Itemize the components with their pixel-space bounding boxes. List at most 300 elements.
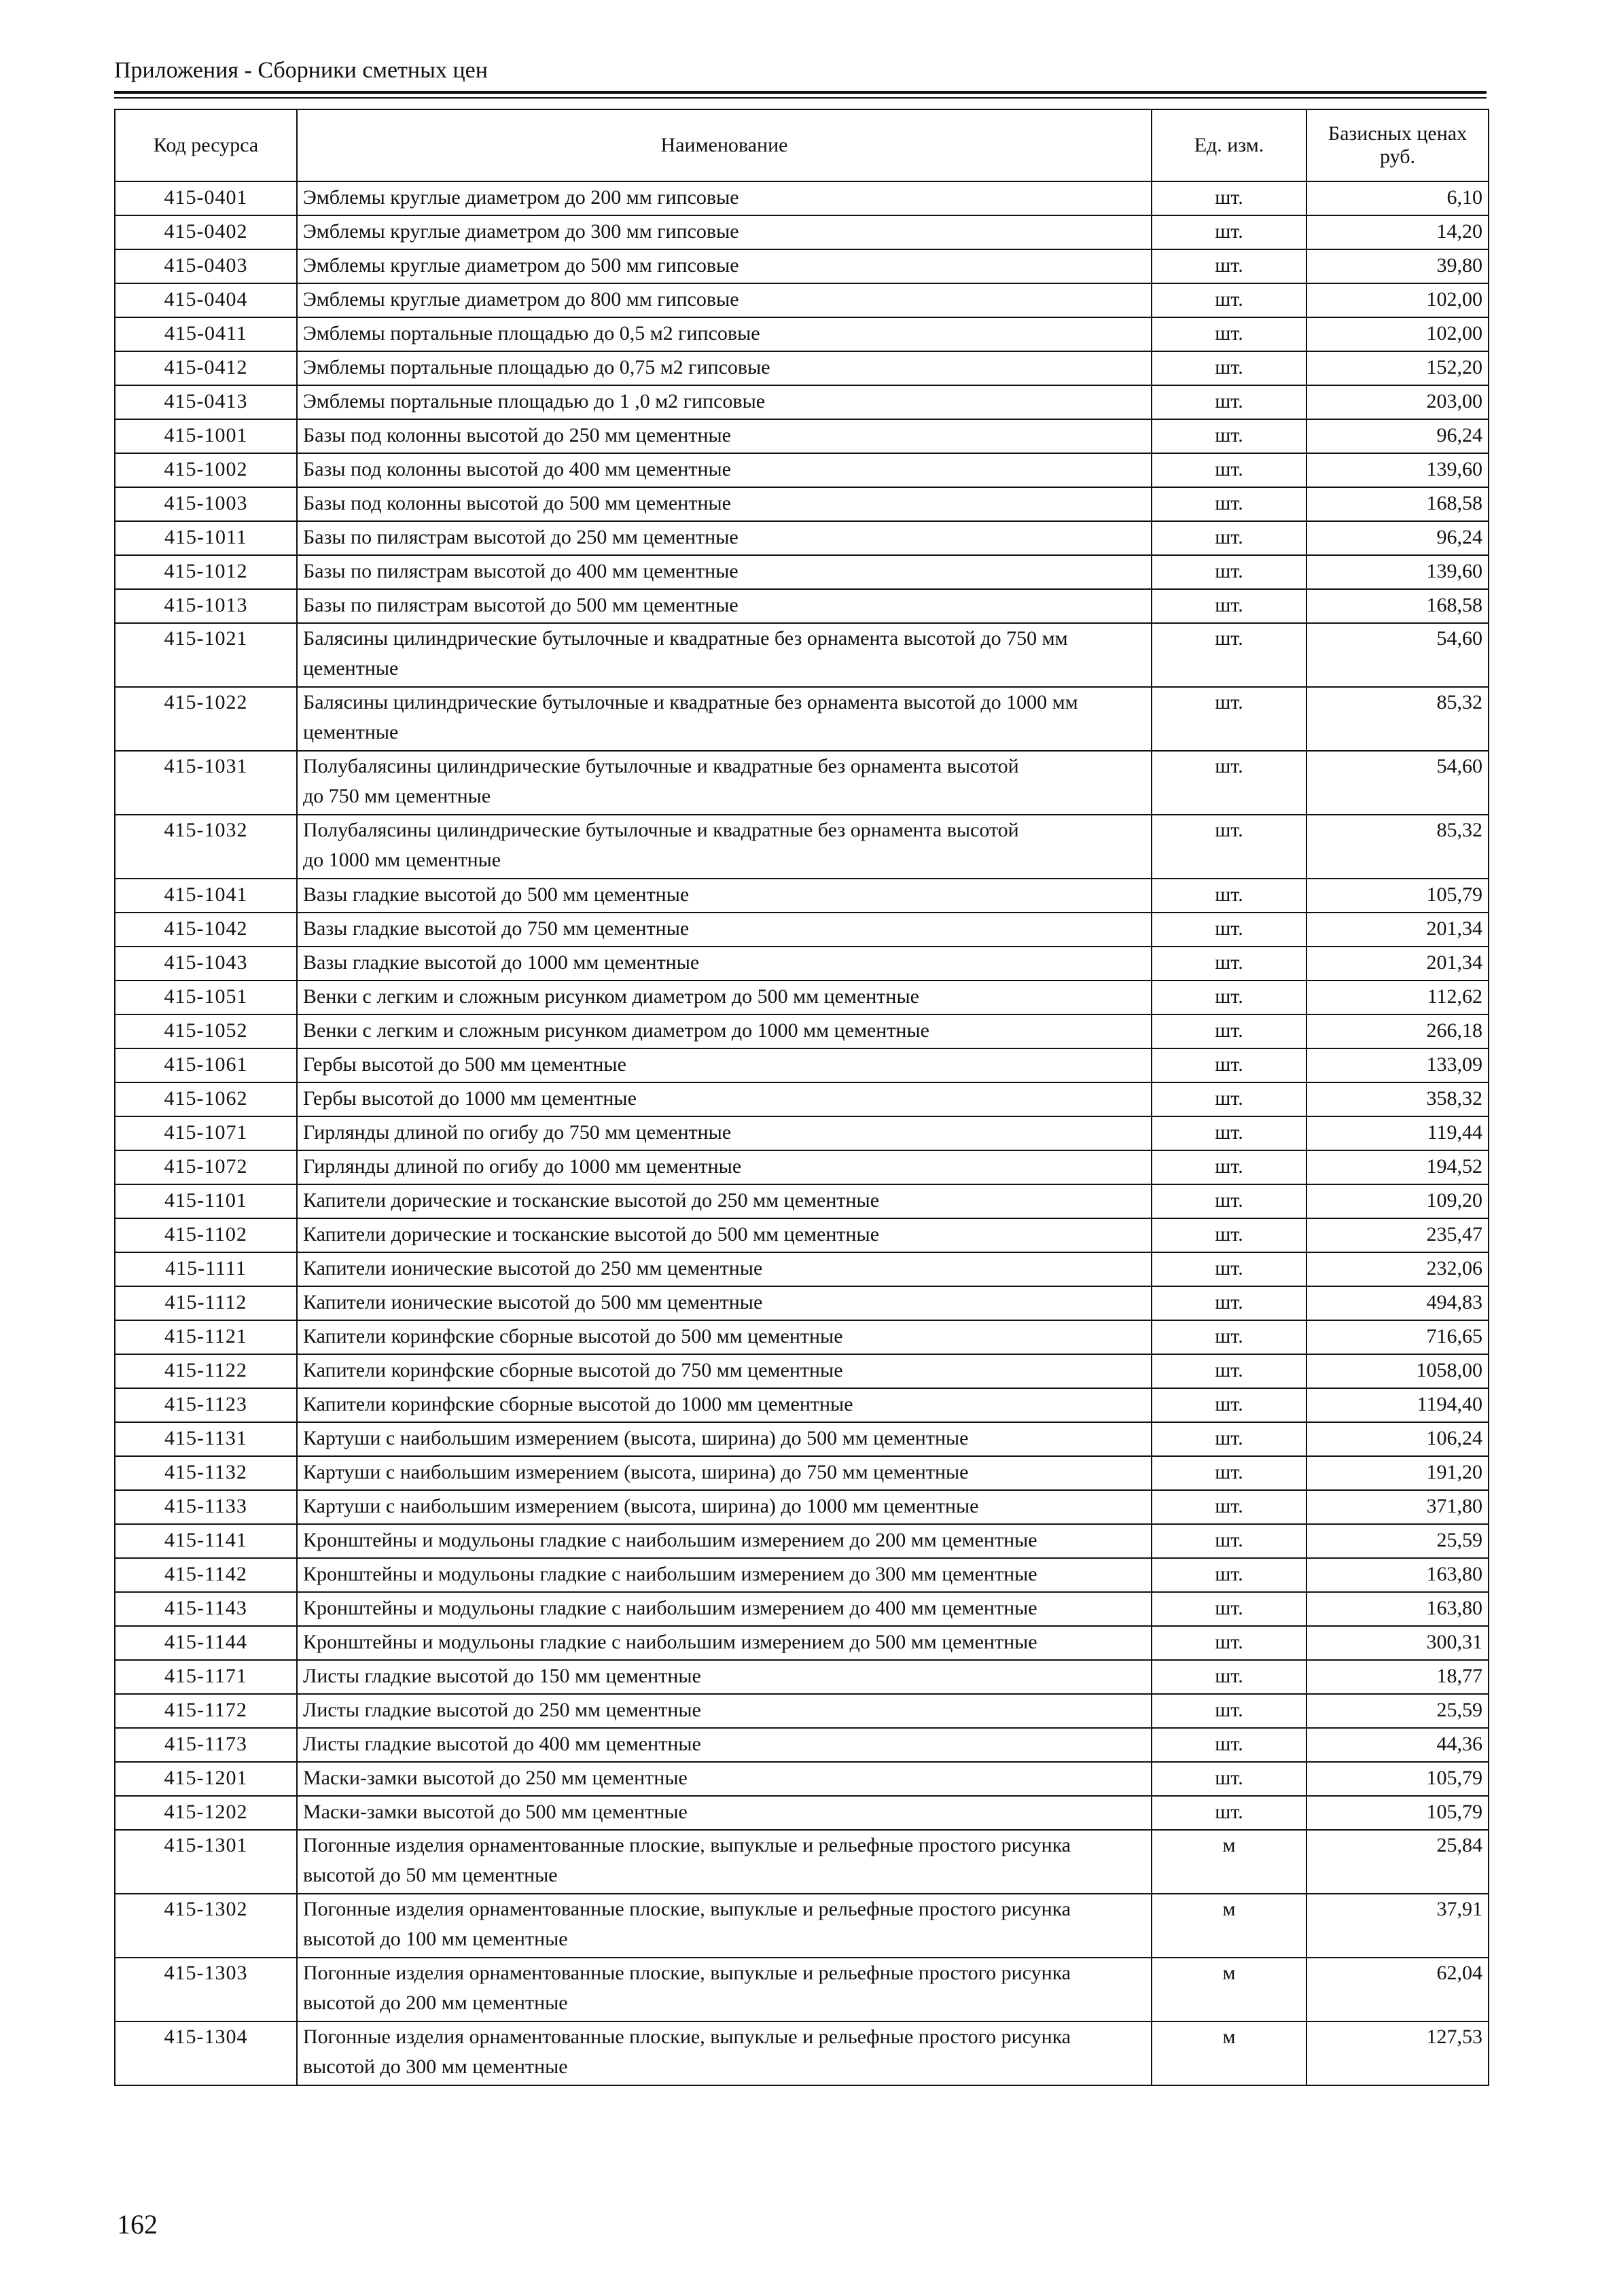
resource-name-line1: Базы по пилястрам высотой до 250 мм цементные (303, 526, 739, 548)
unit-of-measure: м (1152, 1958, 1306, 2021)
resource-name-line2: цементные (303, 721, 399, 743)
base-price: 203,00 (1306, 385, 1489, 419)
resource-name (297, 2021, 1152, 2085)
base-price: 1194,40 (1306, 1388, 1489, 1422)
resource-code: 415-1012 (115, 555, 297, 589)
unit-of-measure: шт. (1152, 521, 1306, 555)
resource-name-line2: высотой до 200 мм цементные (303, 1992, 568, 2014)
resource-name (297, 1490, 1152, 1524)
resource-name-line1: Капители ионические высотой до 500 мм цементные (303, 1291, 763, 1313)
table-row (115, 1116, 1489, 1150)
resource-name (297, 1354, 1152, 1388)
table-row (115, 1830, 1489, 1894)
resource-name-line1: Погонные изделия орнаментованные плоские, выпуклые и рельефные простого рисунка (303, 1962, 1071, 1984)
unit-of-measure: шт. (1152, 1728, 1306, 1762)
unit-of-measure: шт. (1152, 1660, 1306, 1694)
unit-of-measure: шт. (1152, 1320, 1306, 1354)
resource-name (297, 1894, 1152, 1958)
base-price: 371,80 (1306, 1490, 1489, 1524)
unit-of-measure: шт. (1152, 1524, 1306, 1558)
resource-name-line1: Эмблемы круглые диаметром до 200 мм гипсовые (303, 186, 739, 209)
base-price: 194,52 (1306, 1150, 1489, 1184)
resource-name-line2: цементные (303, 657, 399, 679)
resource-code: 415-1052 (115, 1014, 297, 1048)
resource-code: 415-1042 (115, 913, 297, 947)
resource-code: 415-1133 (115, 1490, 297, 1524)
resource-code: 415-0404 (115, 283, 297, 317)
resource-name (297, 879, 1152, 913)
page-number: 162 (117, 2209, 158, 2240)
unit-of-measure: м (1152, 2021, 1306, 2085)
base-price: 232,06 (1306, 1252, 1489, 1286)
unit-of-measure: шт. (1152, 181, 1306, 215)
resource-code: 415-0402 (115, 215, 297, 249)
table-row (115, 385, 1489, 419)
resource-name-line1: Вазы гладкие высотой до 500 мм цементные (303, 883, 690, 906)
resource-name (297, 1524, 1152, 1558)
resource-code: 415-1043 (115, 947, 297, 981)
base-price: 102,00 (1306, 317, 1489, 351)
table-row (115, 351, 1489, 385)
resource-name-line1: Кронштейны и модульоны гладкие с наибольшим измерением до 200 мм цементные (303, 1529, 1037, 1551)
resource-name (297, 815, 1152, 879)
table-row (115, 1592, 1489, 1626)
base-price: 168,58 (1306, 487, 1489, 521)
resource-code: 415-1112 (115, 1286, 297, 1320)
base-price: 37,91 (1306, 1894, 1489, 1958)
header-rule-thick (114, 91, 1487, 94)
unit-of-measure: шт. (1152, 981, 1306, 1014)
resource-name (297, 521, 1152, 555)
base-price: 105,79 (1306, 879, 1489, 913)
resource-name-line1: Капители коринфские сборные высотой до 750 мм цементные (303, 1359, 843, 1381)
base-price: 163,80 (1306, 1558, 1489, 1592)
resource-code: 415-0401 (115, 181, 297, 215)
table-row (115, 751, 1489, 815)
table-row (115, 2021, 1489, 2085)
table-row (115, 1958, 1489, 2021)
base-price: 168,58 (1306, 589, 1489, 623)
unit-of-measure: шт. (1152, 317, 1306, 351)
resource-name (297, 947, 1152, 981)
resource-code: 415-1002 (115, 453, 297, 487)
resource-code: 415-1143 (115, 1592, 297, 1626)
resource-name-line1: Эмблемы круглые диаметром до 300 мм гипсовые (303, 220, 739, 243)
base-price: 106,24 (1306, 1422, 1489, 1456)
unit-of-measure: шт. (1152, 1014, 1306, 1048)
unit-of-measure: шт. (1152, 1150, 1306, 1184)
resource-code: 415-1122 (115, 1354, 297, 1388)
resource-name-line1: Картуши с наибольшим измерением (высота, ширина) до 500 мм цементные (303, 1427, 969, 1449)
base-price: 127,53 (1306, 2021, 1489, 2085)
resource-name (297, 1422, 1152, 1456)
unit-of-measure: шт. (1152, 1558, 1306, 1592)
table-body (115, 181, 1489, 2085)
table-row (115, 623, 1489, 687)
resource-name (297, 555, 1152, 589)
resource-name (297, 351, 1152, 385)
base-price: 358,32 (1306, 1082, 1489, 1116)
resource-code: 415-1071 (115, 1116, 297, 1150)
unit-of-measure: шт. (1152, 1796, 1306, 1830)
resource-name (297, 1592, 1152, 1626)
base-price: 201,34 (1306, 947, 1489, 981)
resource-name (297, 453, 1152, 487)
unit-of-measure: шт. (1152, 419, 1306, 453)
resource-code: 415-1172 (115, 1694, 297, 1728)
col-header-price-line2: руб. (1380, 145, 1415, 168)
price-table (114, 109, 1489, 2086)
base-price: 25,59 (1306, 1524, 1489, 1558)
resource-name (297, 913, 1152, 947)
base-price: 112,62 (1306, 981, 1489, 1014)
resource-code: 415-1022 (115, 687, 297, 751)
resource-code: 415-0411 (115, 317, 297, 351)
unit-of-measure: шт. (1152, 351, 1306, 385)
unit-of-measure: шт. (1152, 1388, 1306, 1422)
table-row (115, 879, 1489, 913)
resource-name-line1: Базы по пилястрам высотой до 500 мм цементные (303, 594, 739, 616)
base-price: 85,32 (1306, 687, 1489, 751)
base-price: 1058,00 (1306, 1354, 1489, 1388)
resource-code: 415-1031 (115, 751, 297, 815)
resource-code: 415-1123 (115, 1388, 297, 1422)
unit-of-measure: м (1152, 1830, 1306, 1894)
resource-name-line1: Капители дорические и тосканские высотой до 500 мм цементные (303, 1223, 880, 1246)
table-row (115, 1082, 1489, 1116)
table-row (115, 947, 1489, 981)
unit-of-measure: шт. (1152, 1694, 1306, 1728)
resource-name-line1: Гирлянды длиной по огибу до 1000 мм цементные (303, 1155, 742, 1178)
resource-name-line1: Полубалясины цилиндрические бутылочные и квадратные без орнамента высотой (303, 819, 1019, 841)
unit-of-measure: шт. (1152, 1184, 1306, 1218)
resource-name (297, 283, 1152, 317)
table-row (115, 815, 1489, 879)
base-price: 133,09 (1306, 1048, 1489, 1082)
table-row (115, 1660, 1489, 1694)
resource-name (297, 1014, 1152, 1048)
base-price: 152,20 (1306, 351, 1489, 385)
resource-name (297, 623, 1152, 687)
resource-name-line1: Погонные изделия орнаментованные плоские, выпуклые и рельефные простого рисунка (303, 1834, 1071, 1856)
resource-name-line1: Базы под колонны высотой до 400 мм цементные (303, 458, 731, 480)
unit-of-measure: шт. (1152, 1422, 1306, 1456)
table-row (115, 1150, 1489, 1184)
base-price: 191,20 (1306, 1456, 1489, 1490)
table-row (115, 1490, 1489, 1524)
resource-name (297, 385, 1152, 419)
table-row (115, 283, 1489, 317)
resource-code: 415-1102 (115, 1218, 297, 1252)
base-price: 119,44 (1306, 1116, 1489, 1150)
resource-code: 415-1142 (115, 1558, 297, 1592)
resource-code: 415-1302 (115, 1894, 297, 1958)
unit-of-measure: шт. (1152, 555, 1306, 589)
unit-of-measure: шт. (1152, 1592, 1306, 1626)
base-price: 266,18 (1306, 1014, 1489, 1048)
unit-of-measure: шт. (1152, 1354, 1306, 1388)
col-header-name: Наименование (297, 109, 1152, 181)
resource-name-line1: Венки с легким и сложным рисунком диаметром до 1000 мм цементные (303, 1019, 929, 1042)
resource-name (297, 1456, 1152, 1490)
resource-code: 415-1131 (115, 1422, 297, 1456)
resource-name-line1: Балясины цилиндрические бутылочные и квадратные без орнамента высотой до 1000 мм (303, 691, 1078, 713)
resource-name-line1: Маски-замки высотой до 250 мм цементные (303, 1767, 688, 1789)
resource-name-line1: Балясины цилиндрические бутылочные и квадратные без орнамента высотой до 750 мм (303, 627, 1068, 650)
resource-code: 415-1141 (115, 1524, 297, 1558)
resource-name (297, 249, 1152, 283)
unit-of-measure: шт. (1152, 1252, 1306, 1286)
resource-name-line2: высотой до 300 мм цементные (303, 2055, 568, 2078)
table-row (115, 1014, 1489, 1048)
base-price: 44,36 (1306, 1728, 1489, 1762)
unit-of-measure: шт. (1152, 487, 1306, 521)
table-row (115, 487, 1489, 521)
resource-code: 415-1202 (115, 1796, 297, 1830)
unit-of-measure: шт. (1152, 751, 1306, 815)
resource-code: 415-1121 (115, 1320, 297, 1354)
resource-name (297, 1048, 1152, 1082)
table-row (115, 1558, 1489, 1592)
table-row (115, 1320, 1489, 1354)
unit-of-measure: шт. (1152, 1048, 1306, 1082)
base-price: 109,20 (1306, 1184, 1489, 1218)
resource-name (297, 1286, 1152, 1320)
resource-code: 415-0412 (115, 351, 297, 385)
unit-of-measure: шт. (1152, 947, 1306, 981)
unit-of-measure: шт. (1152, 453, 1306, 487)
resource-name (297, 1218, 1152, 1252)
resource-name-line1: Эмблемы портальные площадью до 0,75 м2 гипсовые (303, 356, 770, 378)
resource-code: 415-1201 (115, 1762, 297, 1796)
resource-code: 415-1041 (115, 879, 297, 913)
base-price: 139,60 (1306, 555, 1489, 589)
base-price: 14,20 (1306, 215, 1489, 249)
resource-code: 415-0413 (115, 385, 297, 419)
resource-code: 415-1132 (115, 1456, 297, 1490)
unit-of-measure: шт. (1152, 913, 1306, 947)
resource-code: 415-1061 (115, 1048, 297, 1082)
resource-name (297, 1082, 1152, 1116)
resource-name (297, 1958, 1152, 2021)
table-row (115, 1354, 1489, 1388)
unit-of-measure: шт. (1152, 815, 1306, 879)
resource-name (297, 1116, 1152, 1150)
resource-name (297, 1320, 1152, 1354)
table-row (115, 419, 1489, 453)
resource-name-line1: Капители ионические высотой до 250 мм цементные (303, 1257, 763, 1279)
resource-name (297, 181, 1152, 215)
unit-of-measure: шт. (1152, 879, 1306, 913)
resource-name-line1: Вазы гладкие высотой до 750 мм цементные (303, 917, 690, 940)
resource-name-line1: Листы гладкие высотой до 150 мм цементные (303, 1665, 701, 1687)
base-price: 96,24 (1306, 521, 1489, 555)
unit-of-measure: шт. (1152, 1116, 1306, 1150)
base-price: 163,80 (1306, 1592, 1489, 1626)
table-row (115, 981, 1489, 1014)
resource-name-line2: до 750 мм цементные (303, 785, 491, 807)
table-row (115, 1388, 1489, 1422)
resource-name (297, 1626, 1152, 1660)
resource-name (297, 1728, 1152, 1762)
unit-of-measure: шт. (1152, 1490, 1306, 1524)
resource-name-line1: Капители коринфские сборные высотой до 1000 мм цементные (303, 1393, 853, 1415)
unit-of-measure: шт. (1152, 1762, 1306, 1796)
table-header-row (115, 109, 1489, 181)
resource-name (297, 317, 1152, 351)
table-row (115, 215, 1489, 249)
table-row (115, 1422, 1489, 1456)
resource-name-line2: высотой до 100 мм цементные (303, 1928, 568, 1950)
resource-name (297, 1558, 1152, 1592)
base-price: 62,04 (1306, 1958, 1489, 2021)
base-price: 105,79 (1306, 1762, 1489, 1796)
unit-of-measure: шт. (1152, 623, 1306, 687)
resource-name (297, 1762, 1152, 1796)
resource-code: 415-1301 (115, 1830, 297, 1894)
resource-name-line1: Кронштейны и модульоны гладкие с наибольшим измерением до 300 мм цементные (303, 1563, 1037, 1585)
unit-of-measure: шт. (1152, 1218, 1306, 1252)
resource-code: 415-0403 (115, 249, 297, 283)
base-price: 54,60 (1306, 623, 1489, 687)
resource-code: 415-1171 (115, 1660, 297, 1694)
base-price: 25,84 (1306, 1830, 1489, 1894)
unit-of-measure: шт. (1152, 1082, 1306, 1116)
unit-of-measure: м (1152, 1894, 1306, 1958)
table-row (115, 1524, 1489, 1558)
resource-code: 415-1003 (115, 487, 297, 521)
table-row (115, 913, 1489, 947)
resource-name (297, 419, 1152, 453)
resource-name-line1: Гирлянды длиной по огибу до 750 мм цементные (303, 1121, 732, 1144)
resource-code: 415-1021 (115, 623, 297, 687)
resource-name-line1: Кронштейны и модульоны гладкие с наибольшим измерением до 400 мм цементные (303, 1597, 1037, 1619)
resource-name-line1: Эмблемы круглые диаметром до 800 мм гипсовые (303, 288, 739, 311)
unit-of-measure: шт. (1152, 385, 1306, 419)
resource-code: 415-1062 (115, 1082, 297, 1116)
resource-name-line2: высотой до 50 мм цементные (303, 1864, 558, 1886)
resource-name-line1: Эмблемы портальные площадью до 0,5 м2 гипсовые (303, 322, 760, 345)
col-header-code: Код ресурса (115, 109, 297, 181)
resource-code: 415-1072 (115, 1150, 297, 1184)
resource-name (297, 1150, 1152, 1184)
resource-name (297, 1388, 1152, 1422)
resource-name (297, 1660, 1152, 1694)
unit-of-measure: шт. (1152, 1456, 1306, 1490)
table-row (115, 249, 1489, 283)
table-row (115, 555, 1489, 589)
resource-name-line1: Капители дорические и тосканские высотой до 250 мм цементные (303, 1189, 880, 1212)
resource-name-line1: Базы по пилястрам высотой до 400 мм цементные (303, 560, 739, 582)
resource-code: 415-1144 (115, 1626, 297, 1660)
resource-name (297, 1252, 1152, 1286)
resource-code: 415-1032 (115, 815, 297, 879)
base-price: 25,59 (1306, 1694, 1489, 1728)
resource-code: 415-1173 (115, 1728, 297, 1762)
resource-name-line1: Погонные изделия орнаментованные плоские, выпуклые и рельефные простого рисунка (303, 2026, 1071, 2048)
base-price: 716,65 (1306, 1320, 1489, 1354)
table-row (115, 1894, 1489, 1958)
resource-code: 415-1051 (115, 981, 297, 1014)
table-row (115, 1796, 1489, 1830)
resource-name-line1: Базы под колонны высотой до 250 мм цементные (303, 424, 731, 446)
table-row (115, 1694, 1489, 1728)
base-price: 300,31 (1306, 1626, 1489, 1660)
table-row (115, 1626, 1489, 1660)
resource-name-line1: Капители коринфские сборные высотой до 500 мм цементные (303, 1325, 843, 1347)
table-row (115, 687, 1489, 751)
table-row (115, 1728, 1489, 1762)
table-row (115, 1762, 1489, 1796)
table-row (115, 521, 1489, 555)
table-row (115, 181, 1489, 215)
table-row (115, 1286, 1489, 1320)
base-price: 139,60 (1306, 453, 1489, 487)
base-price: 494,83 (1306, 1286, 1489, 1320)
resource-code: 415-1304 (115, 2021, 297, 2085)
table-row (115, 1218, 1489, 1252)
table-row (115, 1252, 1489, 1286)
base-price: 96,24 (1306, 419, 1489, 453)
unit-of-measure: шт. (1152, 589, 1306, 623)
resource-name (297, 687, 1152, 751)
resource-name-line1: Гербы высотой до 1000 мм цементные (303, 1087, 637, 1110)
resource-code: 415-1001 (115, 419, 297, 453)
resource-name-line1: Полубалясины цилиндрические бутылочные и квадратные без орнамента высотой (303, 755, 1019, 777)
resource-name-line1: Кронштейны и модульоны гладкие с наибольшим измерением до 500 мм цементные (303, 1631, 1037, 1653)
resource-name (297, 1184, 1152, 1218)
base-price: 39,80 (1306, 249, 1489, 283)
base-price: 18,77 (1306, 1660, 1489, 1694)
resource-name-line1: Маски-замки высотой до 500 мм цементные (303, 1801, 688, 1823)
resource-name (297, 1830, 1152, 1894)
resource-name-line1: Базы под колонны высотой до 500 мм цементные (303, 492, 731, 514)
resource-name-line1: Погонные изделия орнаментованные плоские, выпуклые и рельефные простого рисунка (303, 1898, 1071, 1920)
unit-of-measure: шт. (1152, 283, 1306, 317)
resource-name-line1: Листы гладкие высотой до 250 мм цементные (303, 1699, 701, 1721)
table-row (115, 1048, 1489, 1082)
resource-name-line1: Эмблемы портальные площадью до 1 ,0 м2 гипсовые (303, 390, 766, 412)
header-rule-thin (114, 97, 1487, 99)
resource-name (297, 589, 1152, 623)
unit-of-measure: шт. (1152, 215, 1306, 249)
resource-name (297, 751, 1152, 815)
resource-name (297, 215, 1152, 249)
resource-name-line1: Картуши с наибольшим измерением (высота, ширина) до 750 мм цементные (303, 1461, 969, 1483)
base-price: 102,00 (1306, 283, 1489, 317)
base-price: 6,10 (1306, 181, 1489, 215)
col-header-price (1306, 109, 1489, 181)
unit-of-measure: шт. (1152, 1286, 1306, 1320)
table-row (115, 1456, 1489, 1490)
table-row (115, 1184, 1489, 1218)
resource-code: 415-1111 (115, 1252, 297, 1286)
base-price: 85,32 (1306, 815, 1489, 879)
resource-code: 415-1101 (115, 1184, 297, 1218)
resource-name-line1: Венки с легким и сложным рисунком диаметром до 500 мм цементные (303, 985, 919, 1008)
resource-name (297, 981, 1152, 1014)
col-header-price-line1: Базисных ценах (1328, 122, 1468, 145)
resource-code: 415-1303 (115, 1958, 297, 2021)
base-price: 105,79 (1306, 1796, 1489, 1830)
resource-name-line1: Вазы гладкие высотой до 1000 мм цементные (303, 951, 700, 974)
base-price: 201,34 (1306, 913, 1489, 947)
unit-of-measure: шт. (1152, 687, 1306, 751)
page-header-title: Приложения - Сборники сметных цен (114, 58, 488, 83)
resource-name (297, 487, 1152, 521)
resource-name-line1: Эмблемы круглые диаметром до 500 мм гипсовые (303, 254, 739, 277)
table-row (115, 453, 1489, 487)
